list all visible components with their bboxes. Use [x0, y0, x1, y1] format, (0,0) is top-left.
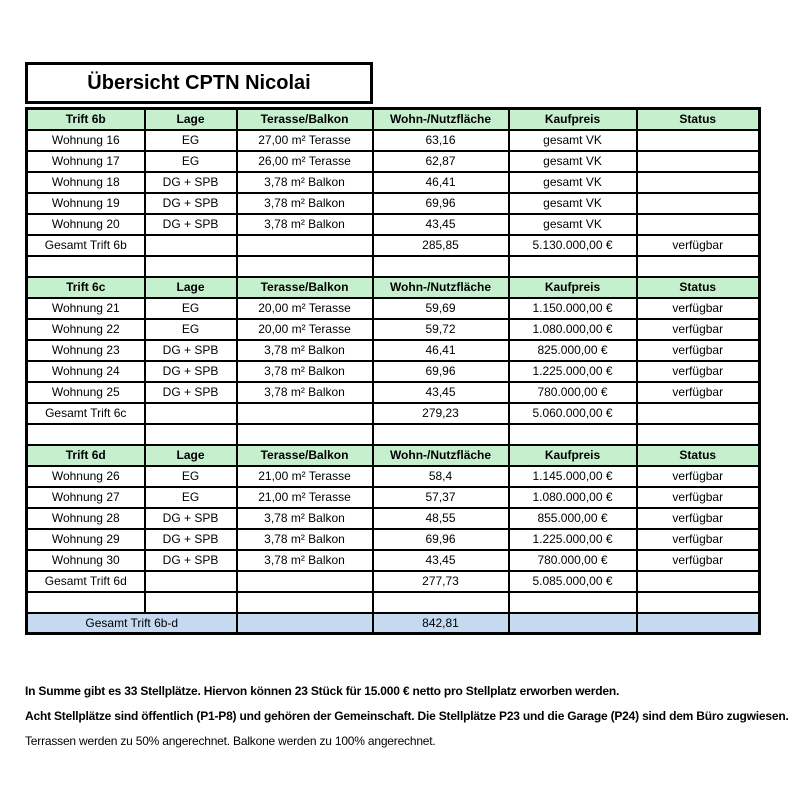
cell-lage: DG + SPB	[145, 340, 237, 361]
cell-wohnung: Wohnung 23	[27, 340, 145, 361]
cell-wohnflaeche: 48,55	[373, 508, 509, 529]
cell-wohnflaeche: 46,41	[373, 172, 509, 193]
grand-total-row	[27, 613, 760, 634]
cell-wohnung: Wohnung 26	[27, 466, 145, 487]
section-header-row	[27, 109, 760, 130]
cell-lage: DG + SPB	[145, 550, 237, 571]
cell-kaufpreis: 1.080.000,00 €	[509, 487, 637, 508]
total-wohnflaeche: 277,73	[373, 571, 509, 592]
cell-terrasse-balkon: 20,00 m² Terasse	[237, 298, 373, 319]
cell-wohnflaeche: 59,69	[373, 298, 509, 319]
total-status	[637, 403, 760, 424]
column-header-kaufpreis: Kaufpreis	[509, 277, 637, 298]
column-header-kaufpreis: Kaufpreis	[509, 109, 637, 130]
cell-terrasse-balkon: 3,78 m² Balkon	[237, 550, 373, 571]
cell-status	[637, 130, 760, 151]
column-header-wohnflaeche: Wohn-/Nutzfläche	[373, 445, 509, 466]
cell-wohnflaeche: 43,45	[373, 214, 509, 235]
column-header-lage: Lage	[145, 109, 237, 130]
grand-total-wohnflaeche: 842,81	[373, 613, 509, 634]
spacer-cell	[509, 256, 637, 277]
cell-wohnung: Wohnung 22	[27, 319, 145, 340]
column-header-lage: Lage	[145, 445, 237, 466]
cell-wohnflaeche: 63,16	[373, 130, 509, 151]
apartment-row	[27, 151, 760, 172]
spacer-cell	[27, 424, 145, 445]
cell-lage: EG	[145, 487, 237, 508]
cell-lage: DG + SPB	[145, 214, 237, 235]
cell-terrasse-balkon: 27,00 m² Terasse	[237, 130, 373, 151]
spacer-cell	[373, 592, 509, 613]
section-header-row	[27, 445, 760, 466]
section-name-header: Trift 6b	[27, 109, 145, 130]
cell-terrasse-balkon: 3,78 m² Balkon	[237, 172, 373, 193]
cell-lage: EG	[145, 319, 237, 340]
cell-status: verfügbar	[637, 550, 760, 571]
total-status: verfügbar	[637, 235, 760, 256]
cell-terrasse-balkon: 26,00 m² Terasse	[237, 151, 373, 172]
section-total-row	[27, 571, 760, 592]
cell-status	[637, 193, 760, 214]
title-box	[25, 62, 373, 104]
spacer-cell	[237, 424, 373, 445]
cell-lage: DG + SPB	[145, 361, 237, 382]
spacer-cell	[145, 256, 237, 277]
cell-status: verfügbar	[637, 298, 760, 319]
cell-kaufpreis: gesamt VK	[509, 130, 637, 151]
cell-terrasse-balkon: 3,78 m² Balkon	[237, 529, 373, 550]
cell-terrasse-balkon: 3,78 m² Balkon	[237, 340, 373, 361]
cell-wohnung: Wohnung 18	[27, 172, 145, 193]
spacer-cell	[637, 592, 760, 613]
cell-lage: EG	[145, 130, 237, 151]
column-header-wohnflaeche: Wohn-/Nutzfläche	[373, 109, 509, 130]
section-total-row	[27, 235, 760, 256]
total-terrasse-empty	[237, 571, 373, 592]
cell-status: verfügbar	[637, 487, 760, 508]
cell-status: verfügbar	[637, 319, 760, 340]
spacer-row	[27, 424, 760, 445]
total-wohnflaeche: 279,23	[373, 403, 509, 424]
cell-kaufpreis: 1.225.000,00 €	[509, 361, 637, 382]
cell-lage: EG	[145, 151, 237, 172]
cell-wohnung: Wohnung 30	[27, 550, 145, 571]
apartment-row	[27, 130, 760, 151]
apartment-row	[27, 172, 760, 193]
section-name-header: Trift 6d	[27, 445, 145, 466]
cell-status	[637, 151, 760, 172]
cell-status	[637, 214, 760, 235]
total-status	[637, 571, 760, 592]
apartment-row	[27, 319, 760, 340]
cell-kaufpreis: 780.000,00 €	[509, 382, 637, 403]
total-kaufpreis: 5.060.000,00 €	[509, 403, 637, 424]
cell-status: verfügbar	[637, 466, 760, 487]
grand-total-label: Gesamt Trift 6b-d	[27, 613, 237, 634]
page-title: Übersicht CPTN Nicolai	[87, 71, 311, 94]
apartment-row	[27, 361, 760, 382]
cell-kaufpreis: 1.150.000,00 €	[509, 298, 637, 319]
footnotes	[25, 679, 801, 754]
cell-lage: DG + SPB	[145, 382, 237, 403]
spacer-cell	[373, 256, 509, 277]
column-header-terrasse-balkon: Terasse/Balkon	[237, 445, 373, 466]
cell-lage: DG + SPB	[145, 508, 237, 529]
cell-wohnung: Wohnung 27	[27, 487, 145, 508]
total-kaufpreis: 5.085.000,00 €	[509, 571, 637, 592]
total-wohnflaeche: 285,85	[373, 235, 509, 256]
column-header-kaufpreis: Kaufpreis	[509, 445, 637, 466]
column-header-lage: Lage	[145, 277, 237, 298]
total-terrasse-empty	[237, 235, 373, 256]
cell-wohnflaeche: 46,41	[373, 340, 509, 361]
cell-terrasse-balkon: 3,78 m² Balkon	[237, 382, 373, 403]
total-kaufpreis: 5.130.000,00 €	[509, 235, 637, 256]
section-total-row	[27, 403, 760, 424]
cell-kaufpreis: gesamt VK	[509, 172, 637, 193]
spacer-cell	[237, 592, 373, 613]
cell-wohnung: Wohnung 21	[27, 298, 145, 319]
apartment-row	[27, 193, 760, 214]
section-name-header: Trift 6c	[27, 277, 145, 298]
cell-kaufpreis: 1.080.000,00 €	[509, 319, 637, 340]
column-header-status: Status	[637, 277, 760, 298]
spacer-cell	[237, 256, 373, 277]
cell-status	[637, 172, 760, 193]
column-header-terrasse-balkon: Terasse/Balkon	[237, 277, 373, 298]
cell-wohnung: Wohnung 16	[27, 130, 145, 151]
cell-wohnung: Wohnung 19	[27, 193, 145, 214]
cell-status: verfügbar	[637, 382, 760, 403]
cell-kaufpreis: gesamt VK	[509, 214, 637, 235]
cell-wohnflaeche: 43,45	[373, 382, 509, 403]
column-header-wohnflaeche: Wohn-/Nutzfläche	[373, 277, 509, 298]
section-header-row	[27, 277, 760, 298]
apartment-row	[27, 529, 760, 550]
overview-table	[25, 107, 761, 635]
total-label: Gesamt Trift 6c	[27, 403, 145, 424]
spacer-row	[27, 256, 760, 277]
grand-terrasse-empty	[237, 613, 373, 634]
apartment-row	[27, 550, 760, 571]
cell-terrasse-balkon: 3,78 m² Balkon	[237, 193, 373, 214]
apartment-row	[27, 298, 760, 319]
spacer-cell	[145, 592, 237, 613]
cell-wohnung: Wohnung 28	[27, 508, 145, 529]
column-header-terrasse-balkon: Terasse/Balkon	[237, 109, 373, 130]
spacer-cell	[637, 424, 760, 445]
cell-lage: DG + SPB	[145, 193, 237, 214]
total-label: Gesamt Trift 6b	[27, 235, 145, 256]
cell-wohnung: Wohnung 25	[27, 382, 145, 403]
grand-status-empty	[637, 613, 760, 634]
total-terrasse-empty	[237, 403, 373, 424]
cell-terrasse-balkon: 20,00 m² Terasse	[237, 319, 373, 340]
apartment-row	[27, 466, 760, 487]
footnote-stellplaetze-summe: In Summe gibt es 33 Stellplätze. Hiervon können 23 Stück für 15.000 € netto pro Stellplatz erworben werden.	[25, 684, 620, 698]
cell-kaufpreis: gesamt VK	[509, 151, 637, 172]
cell-wohnflaeche: 69,96	[373, 361, 509, 382]
apartment-row	[27, 214, 760, 235]
cell-wohnflaeche: 43,45	[373, 550, 509, 571]
cell-kaufpreis: 1.145.000,00 €	[509, 466, 637, 487]
spacer-cell	[509, 592, 637, 613]
footnote-anrechnung: Terrassen werden zu 50% angerechnet. Balkone werden zu 100% angerechnet.	[25, 734, 436, 748]
total-lage-empty	[145, 235, 237, 256]
cell-wohnung: Wohnung 24	[27, 361, 145, 382]
cell-status: verfügbar	[637, 361, 760, 382]
spacer-cell	[509, 424, 637, 445]
spacer-row	[27, 592, 760, 613]
column-header-status: Status	[637, 109, 760, 130]
cell-wohnflaeche: 62,87	[373, 151, 509, 172]
cell-wohnflaeche: 69,96	[373, 193, 509, 214]
cell-terrasse-balkon: 21,00 m² Terasse	[237, 487, 373, 508]
apartment-row	[27, 508, 760, 529]
cell-terrasse-balkon: 21,00 m² Terasse	[237, 466, 373, 487]
cell-lage: EG	[145, 466, 237, 487]
spacer-cell	[373, 424, 509, 445]
spacer-cell	[27, 592, 145, 613]
cell-wohnflaeche: 58,4	[373, 466, 509, 487]
apartment-row	[27, 340, 760, 361]
grand-kaufpreis-empty	[509, 613, 637, 634]
total-label: Gesamt Trift 6d	[27, 571, 145, 592]
cell-wohnung: Wohnung 29	[27, 529, 145, 550]
cell-terrasse-balkon: 3,78 m² Balkon	[237, 361, 373, 382]
cell-status: verfügbar	[637, 529, 760, 550]
cell-kaufpreis: 1.225.000,00 €	[509, 529, 637, 550]
cell-kaufpreis: 855.000,00 €	[509, 508, 637, 529]
cell-lage: DG + SPB	[145, 172, 237, 193]
column-header-status: Status	[637, 445, 760, 466]
footnote-stellplaetze-oeffentlich: Acht Stellplätze sind öffentlich (P1-P8) und gehören der Gemeinschaft. Die Stellplätze P23 und die Garage (P24) sind dem Büro zugwiesen.	[25, 709, 789, 723]
spacer-cell	[27, 256, 145, 277]
total-lage-empty	[145, 571, 237, 592]
spacer-cell	[637, 256, 760, 277]
cell-status: verfügbar	[637, 508, 760, 529]
apartment-row	[27, 487, 760, 508]
cell-wohnung: Wohnung 17	[27, 151, 145, 172]
cell-wohnung: Wohnung 20	[27, 214, 145, 235]
cell-terrasse-balkon: 3,78 m² Balkon	[237, 214, 373, 235]
cell-kaufpreis: 825.000,00 €	[509, 340, 637, 361]
cell-lage: DG + SPB	[145, 529, 237, 550]
total-lage-empty	[145, 403, 237, 424]
cell-lage: EG	[145, 298, 237, 319]
cell-status: verfügbar	[637, 340, 760, 361]
cell-wohnflaeche: 59,72	[373, 319, 509, 340]
apartment-row	[27, 382, 760, 403]
spacer-cell	[145, 424, 237, 445]
cell-kaufpreis: 780.000,00 €	[509, 550, 637, 571]
cell-wohnflaeche: 57,37	[373, 487, 509, 508]
cell-wohnflaeche: 69,96	[373, 529, 509, 550]
cell-kaufpreis: gesamt VK	[509, 193, 637, 214]
cell-terrasse-balkon: 3,78 m² Balkon	[237, 508, 373, 529]
